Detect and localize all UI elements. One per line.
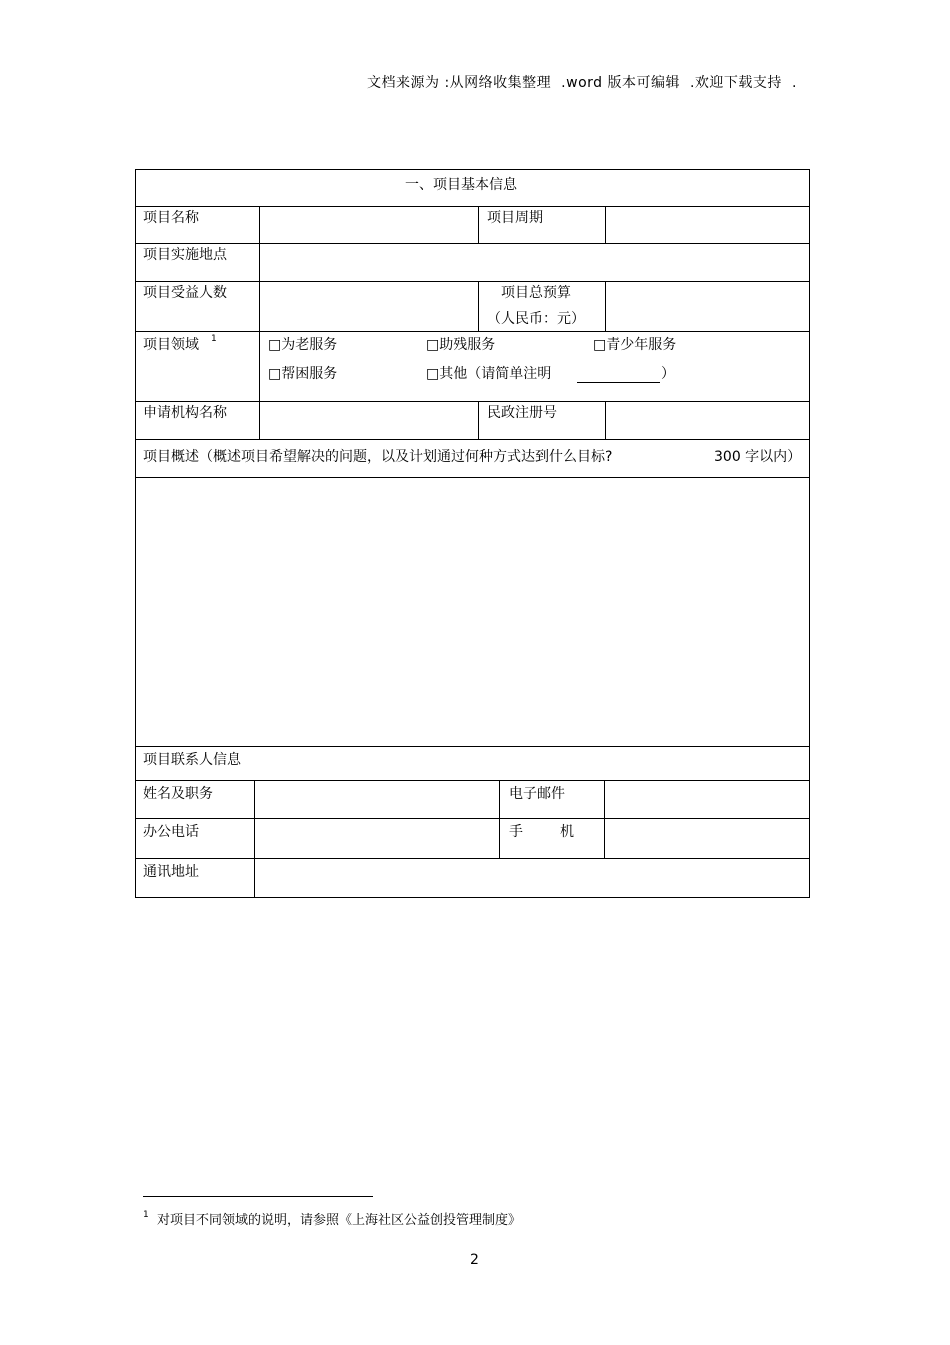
col-divider xyxy=(478,401,479,439)
other-close-paren: ） xyxy=(661,366,675,382)
domain-option-disability[interactable] xyxy=(426,336,495,354)
checkbox-icon[interactable]: □ xyxy=(268,366,282,382)
domain-option-other[interactable] xyxy=(426,365,551,383)
domain-option-label: 其他（请简单注明 xyxy=(439,366,552,382)
overview-textarea[interactable] xyxy=(136,478,809,745)
project-name-field[interactable] xyxy=(260,207,477,242)
civil-reg-field[interactable] xyxy=(606,402,809,438)
overview-label: 项目概述（概述项目希望解决的问题，以及计划通过何种方式达到什么目标? xyxy=(143,449,613,465)
name-title-field[interactable] xyxy=(255,781,498,817)
header-note-welcome: .欢迎下载支持 xyxy=(689,75,782,91)
org-name-field[interactable] xyxy=(260,402,477,438)
header-note-editable: .word 版本可编辑 xyxy=(561,75,680,91)
footnote-mark: 1 xyxy=(143,1210,149,1220)
domain-option-label: 帮困服务 xyxy=(281,366,338,382)
project-period-field[interactable] xyxy=(606,207,809,242)
header-note xyxy=(367,72,797,92)
col-divider xyxy=(478,281,479,331)
col-divider xyxy=(478,206,479,243)
contact-section-label: 项目联系人信息 xyxy=(143,752,241,768)
project-name-label: 项目名称 xyxy=(143,210,199,226)
domain-option-label: 青少年服务 xyxy=(606,337,677,353)
project-location-field[interactable] xyxy=(260,244,809,280)
other-specify-blank[interactable] xyxy=(577,382,660,383)
domain-option-label: 助残服务 xyxy=(439,337,496,353)
beneficiaries-field[interactable] xyxy=(260,282,477,330)
domain-option-label: 为老服务 xyxy=(281,337,338,353)
mobile-field[interactable] xyxy=(605,819,809,857)
total-budget-field[interactable] xyxy=(606,282,809,330)
checkbox-icon[interactable]: □ xyxy=(268,337,282,353)
domain-footnote-mark: 1 xyxy=(211,334,217,344)
row-divider xyxy=(135,331,810,332)
domain-option-youth[interactable] xyxy=(593,336,676,354)
project-period-label: 项目周期 xyxy=(487,210,543,226)
page-number: 2 xyxy=(470,1252,479,1268)
footnote-text: 对项目不同领域的说明，请参照《上海社区公益创投管理制度》 xyxy=(157,1213,522,1228)
domain-option-poverty[interactable] xyxy=(268,365,337,383)
mobile-label-b: 机 xyxy=(560,824,574,840)
checkbox-icon[interactable]: □ xyxy=(426,337,440,353)
address-field[interactable] xyxy=(255,859,809,897)
section-title: 一、项目基本信息 xyxy=(405,177,517,193)
row-divider xyxy=(135,439,810,440)
checkbox-icon[interactable]: □ xyxy=(426,366,440,382)
checkbox-icon[interactable]: □ xyxy=(593,337,607,353)
mobile-label-a: 手 xyxy=(509,824,523,840)
email-label: 电子邮件 xyxy=(509,786,565,802)
civil-reg-label: 民政注册号 xyxy=(487,405,557,421)
col-divider xyxy=(499,780,500,858)
office-phone-label: 办公电话 xyxy=(143,824,199,840)
project-location-label: 项目实施地点 xyxy=(143,247,227,263)
footnote-rule xyxy=(143,1196,373,1197)
row-divider xyxy=(135,746,810,747)
office-phone-field[interactable] xyxy=(255,819,498,857)
total-budget-unit: （人民币：元） xyxy=(487,311,585,327)
overview-limit: 300 字以内） xyxy=(714,449,802,465)
domain-option-elderly[interactable] xyxy=(268,336,337,354)
beneficiaries-label: 项目受益人数 xyxy=(143,285,227,301)
org-name-label: 申请机构名称 xyxy=(143,405,227,421)
header-note-dot: . xyxy=(791,75,797,91)
email-field[interactable] xyxy=(605,781,809,817)
header-note-source: 文档来源为 :从网络收集整理 xyxy=(367,75,552,91)
total-budget-label: 项目总预算 xyxy=(501,285,571,301)
project-domain-label: 项目领域 xyxy=(143,337,199,353)
name-title-label: 姓名及职务 xyxy=(143,786,213,802)
address-label: 通讯地址 xyxy=(143,864,199,880)
